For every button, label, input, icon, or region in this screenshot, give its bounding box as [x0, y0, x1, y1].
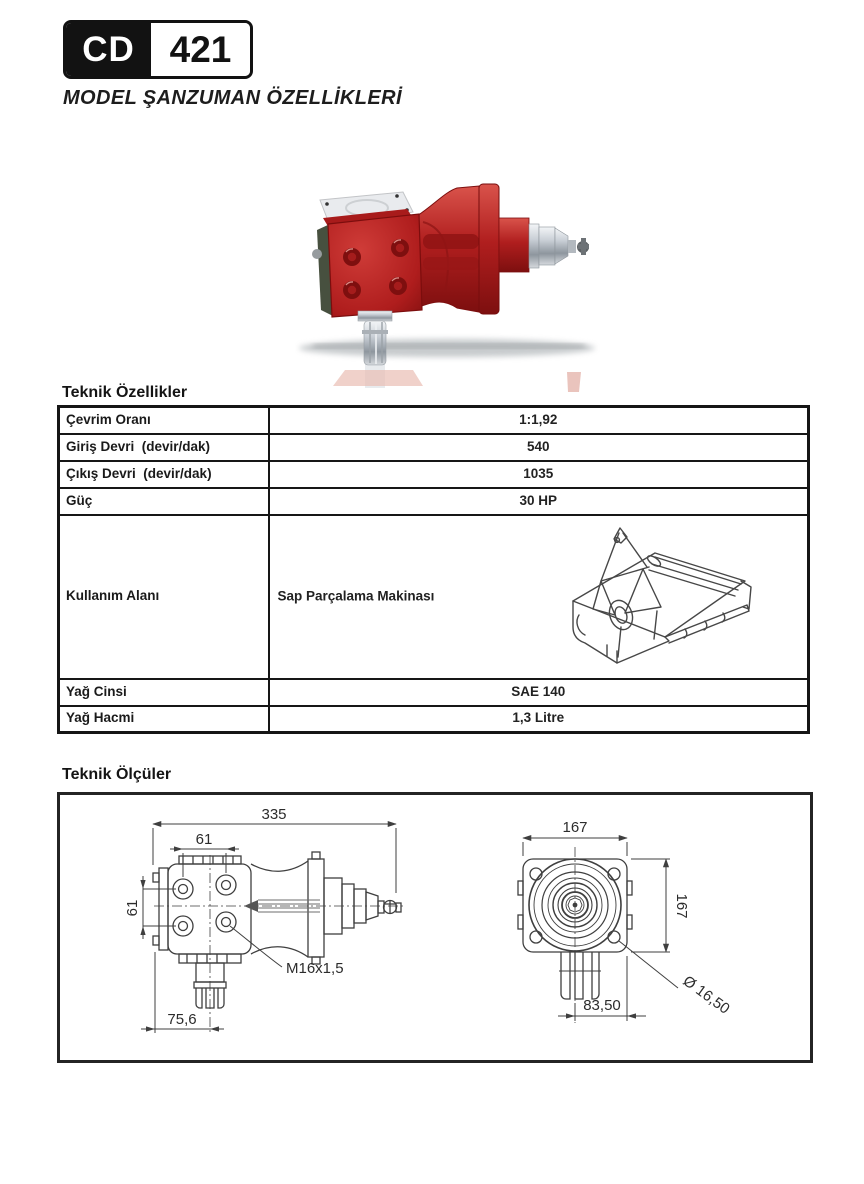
table-row [59, 434, 809, 461]
table-row [59, 488, 809, 515]
dim-flange-width: 167 [562, 819, 588, 836]
spec-value: 30 HP [269, 488, 809, 515]
table-row [59, 706, 809, 733]
output-shaft [529, 224, 539, 268]
thread-label: M16x1,5 [286, 960, 344, 977]
hole-diameter-label: Ø 16,50 [679, 972, 733, 1018]
technical-drawing-box [57, 792, 813, 1063]
page-title: MODEL ŞANZUMAN ÖZELLİKLERİ [63, 87, 402, 109]
dim-bolt-spacing-top: 61 [195, 831, 213, 848]
spec-label: Güç [59, 488, 269, 515]
table-row-usage [59, 515, 809, 679]
product-photo [295, 160, 605, 400]
stalk-shredder-drawing [557, 523, 762, 673]
bell-flange [479, 184, 499, 314]
spec-value: 1,3 Litre [269, 706, 809, 733]
spec-value: 1:1,92 [269, 407, 809, 434]
side-view-drawing [96, 797, 446, 1049]
model-badge [63, 20, 253, 79]
input-shaft [358, 311, 392, 365]
series-code: CD [66, 23, 151, 76]
spec-value: SAE 140 [269, 679, 809, 706]
dim-shaft-offset: 75,6 [167, 1011, 197, 1028]
front-view-drawing [494, 811, 774, 1061]
spec-table [57, 405, 810, 734]
spec-value-usage [269, 515, 809, 679]
spec-label: Yağ Cinsi [59, 679, 269, 706]
spec-value: 540 [269, 434, 809, 461]
spec-label: Kullanım Alanı [59, 515, 269, 679]
dim-front-shaft-offset: 83,50 [583, 997, 621, 1014]
table-row [59, 679, 809, 706]
spec-value: 1035 [269, 461, 809, 488]
dim-overall-length: 335 [261, 806, 287, 823]
table-row [59, 407, 809, 434]
gearbox-body [328, 214, 422, 317]
specs-section-title: Teknik Özellikler [62, 384, 188, 401]
dim-flange-height: 167 [673, 893, 690, 919]
spec-label: Yağ Hacmi [59, 706, 269, 733]
model-number: 421 [151, 23, 250, 76]
dim-bolt-spacing-left: 61 [124, 899, 141, 917]
table-row [59, 461, 809, 488]
usage-text: Sap Parçalama Makinası [277, 588, 435, 604]
spec-label: Çevrim Oranı [59, 407, 269, 434]
dims-section-title: Teknik Ölçüler [62, 766, 172, 783]
spec-label: Çıkış Devri (devir/dak) [59, 461, 269, 488]
spec-label: Giriş Devri (devir/dak) [59, 434, 269, 461]
